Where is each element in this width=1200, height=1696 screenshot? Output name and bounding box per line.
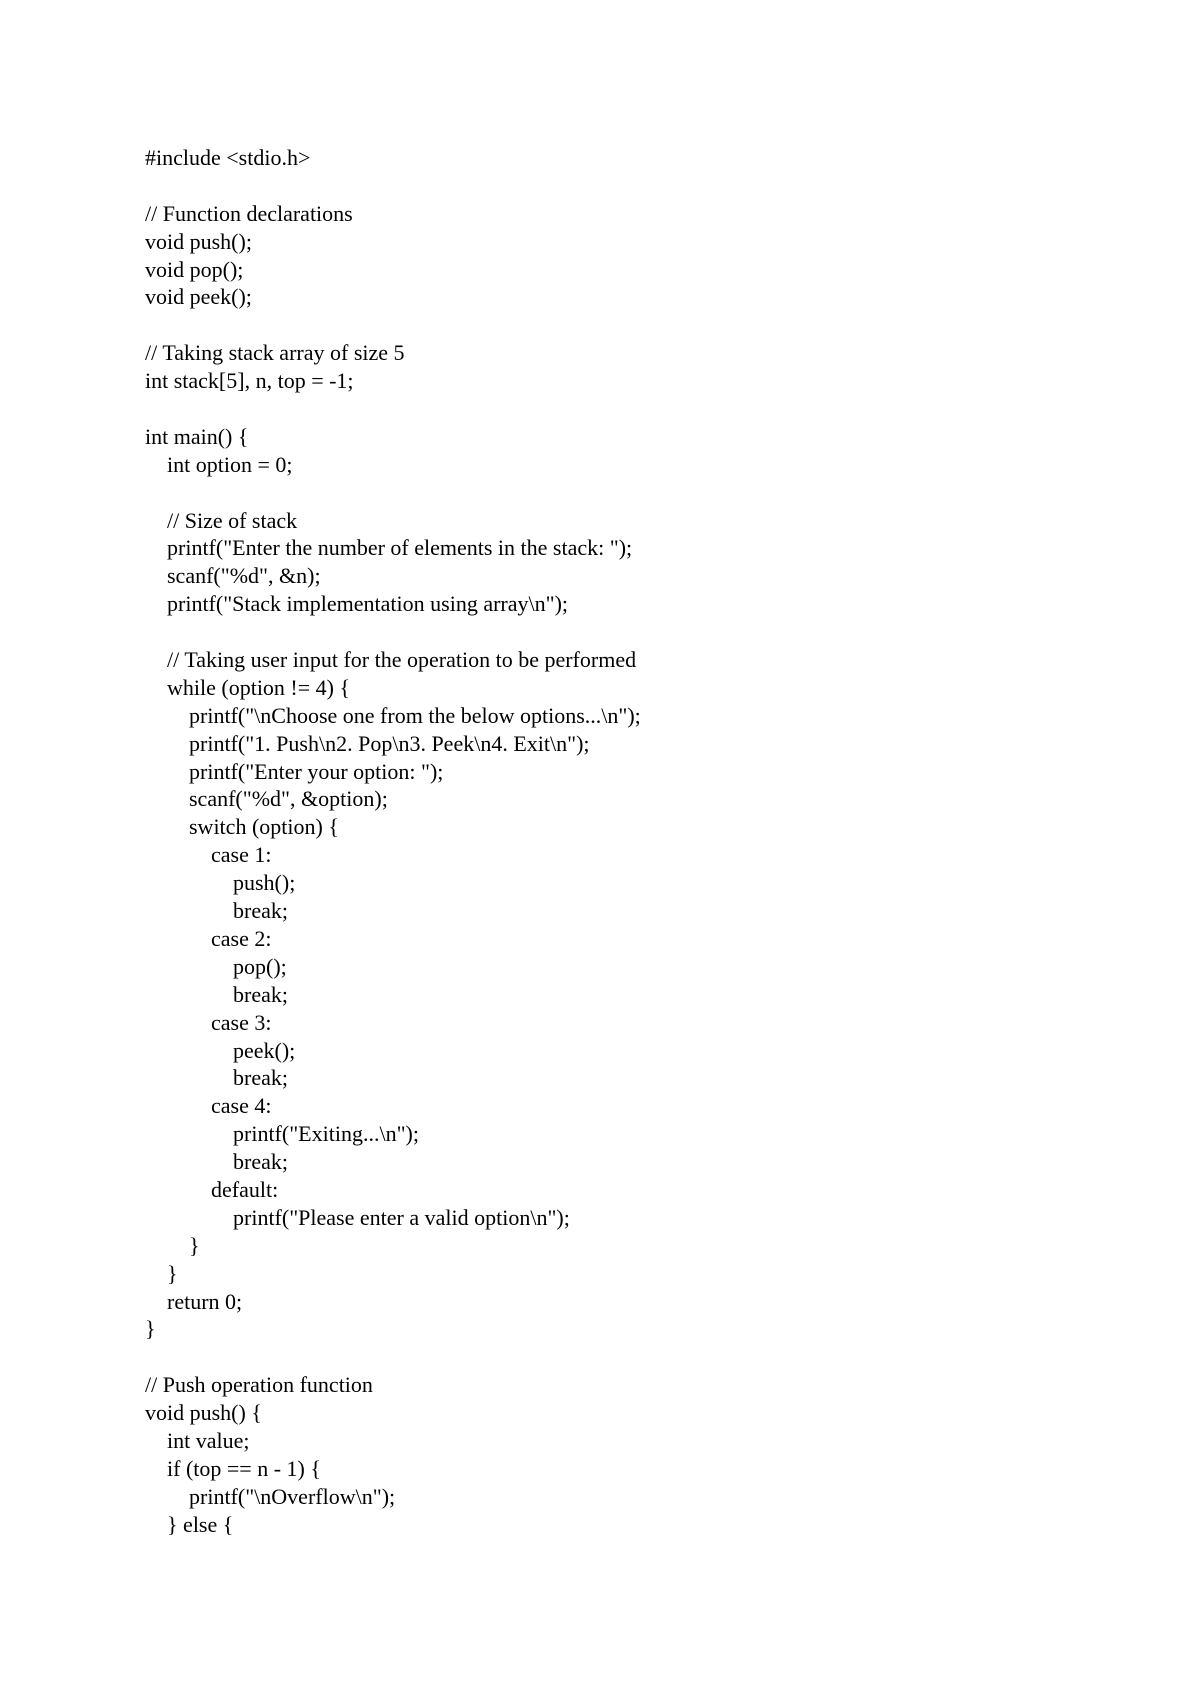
blank-line [145,1343,1145,1371]
code-line: void peek(); [145,284,252,310]
code-line: case 4: [145,1093,272,1119]
code-line: push(); [145,870,296,896]
code-line: printf("Exiting...\n"); [145,1121,419,1147]
code-line: scanf("%d", &option); [145,786,388,812]
code-line: // Size of stack [145,507,298,533]
code-line: case 2: [145,925,272,951]
code-line: printf("Enter your option: "); [145,758,444,784]
code-line: // Push operation function [145,1372,373,1398]
code-line: break; [145,981,288,1007]
code-line: int option = 0; [145,451,293,477]
code-line: // Taking user input for the operation to be performed [145,647,637,673]
code-line: } [145,1260,178,1286]
code-line: // Taking stack array of size 5 [145,340,405,366]
code-line: scanf("%d", &n); [145,563,321,589]
code-line: int main() { [145,423,249,449]
code-line: case 3: [145,1009,272,1035]
code-line: printf("\nOverflow\n"); [145,1483,396,1509]
code-line: case 1: [145,842,272,868]
code-line: if (top == n - 1) { [145,1455,321,1481]
code-line: default: [145,1176,279,1202]
code-line: while (option != 4) { [145,674,351,700]
blank-line [145,618,1145,646]
code-line: } [145,1232,200,1258]
code-line: peek(); [145,1037,296,1063]
code-line: switch (option) { [145,814,339,840]
code-line: return 0; [145,1288,243,1314]
code-line: } else { [145,1511,234,1537]
code-line: printf("1. Push\n2. Pop\n3. Peek\n4. Exit\n"); [145,730,590,756]
blank-line [145,172,1145,200]
code-line: printf("\nChoose one from the below options...\n"); [145,702,641,728]
code-listing [145,144,1145,1539]
code-line: } [145,1316,156,1342]
code-line: void push() { [145,1400,262,1426]
code-line: int stack[5], n, top = -1; [145,368,354,394]
code-line: #include <stdio.h> [145,145,311,170]
code-line: void push(); [145,228,252,254]
code-line: printf("Enter the number of elements in the stack: "); [145,535,633,561]
code-line: break; [145,898,288,924]
blank-line [145,311,1145,339]
code-line: int value; [145,1427,250,1453]
blank-line [145,479,1145,507]
code-line: pop(); [145,953,287,979]
blank-line [145,395,1145,423]
code-line: // Function declarations [145,200,353,226]
code-line: break; [145,1065,288,1091]
code-line: printf("Stack implementation using array\n"); [145,591,569,617]
code-line: break; [145,1149,288,1175]
code-line: void pop(); [145,256,244,282]
code-line: printf("Please enter a valid option\n"); [145,1204,570,1230]
